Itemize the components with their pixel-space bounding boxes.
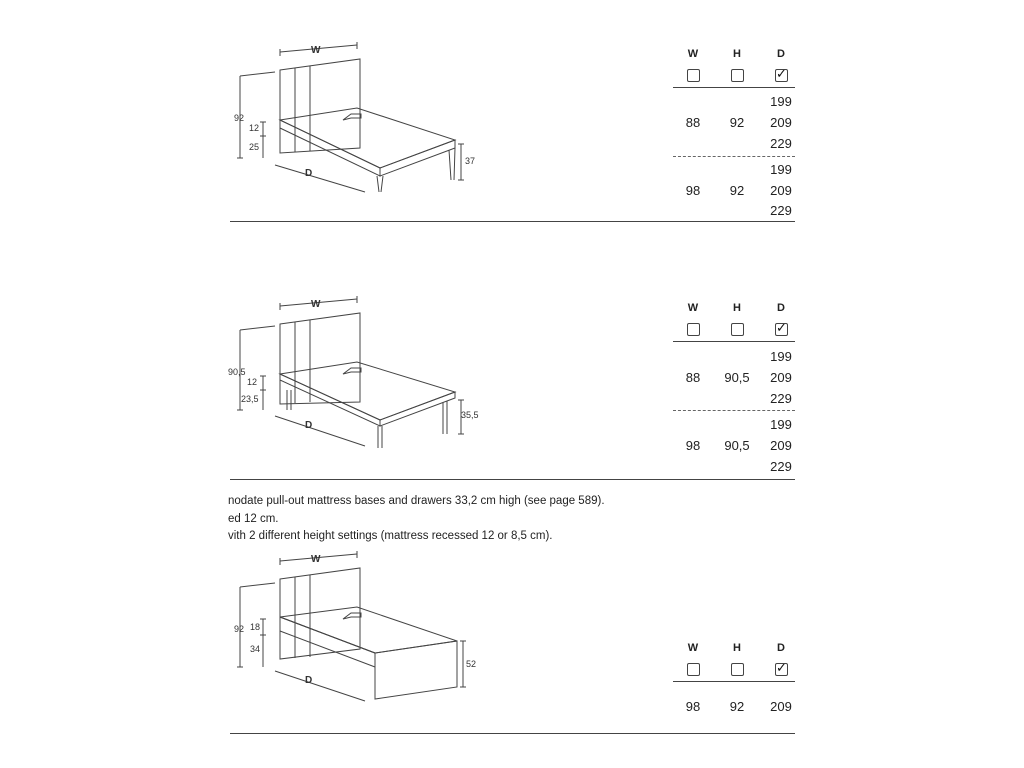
width-dim-label: W xyxy=(311,299,321,310)
leg-height-label: 35,5 xyxy=(461,410,479,420)
dim-b-label: 25 xyxy=(249,142,260,152)
value-d: 199 xyxy=(770,349,792,364)
col-header-w: W xyxy=(687,302,699,314)
bed-diagram-drawer-base xyxy=(225,549,485,719)
dimensions-table xyxy=(673,48,795,224)
dim-b-label: 23,5 xyxy=(241,394,259,404)
divider xyxy=(673,87,795,88)
dashed-divider xyxy=(673,156,795,157)
checkbox-h[interactable] xyxy=(731,663,744,676)
value-h: 92 xyxy=(729,183,745,198)
depth-dim-label: D xyxy=(305,420,313,431)
dashed-divider xyxy=(673,410,795,411)
dim-b-label: 34 xyxy=(250,644,261,654)
height-total-label: 92 xyxy=(234,624,245,634)
value-d: 209 xyxy=(770,699,792,714)
value-d: 229 xyxy=(770,203,792,218)
value-h: 90,5 xyxy=(724,438,750,453)
col-header-h: H xyxy=(733,48,741,60)
value-h: 92 xyxy=(729,699,745,714)
col-header-h: H xyxy=(733,642,741,654)
dim-a-label: 12 xyxy=(249,123,260,133)
value-d: 229 xyxy=(770,136,792,151)
depth-dim-label: D xyxy=(305,168,313,179)
value-d: 209 xyxy=(770,438,792,453)
value-d: 209 xyxy=(770,183,792,198)
divider xyxy=(673,341,795,342)
value-d: 209 xyxy=(770,115,792,130)
depth-dim-label: D xyxy=(305,675,313,686)
leg-height-label: 52 xyxy=(466,659,477,669)
height-total-label: 92 xyxy=(234,113,245,123)
dimensions-table xyxy=(673,302,795,478)
value-w: 98 xyxy=(685,699,701,714)
value-w: 98 xyxy=(685,438,701,453)
col-header-d: D xyxy=(777,642,785,654)
checkbox-w[interactable] xyxy=(687,69,700,82)
value-d: 209 xyxy=(770,370,792,385)
leg-height-label: 37 xyxy=(465,156,476,166)
divider xyxy=(673,681,795,682)
checkbox-w[interactable] xyxy=(687,663,700,676)
checkbox-d-checked[interactable] xyxy=(775,663,788,676)
section-divider xyxy=(230,479,795,480)
col-header-h: H xyxy=(733,302,741,314)
note-line: nodate pull-out mattress bases and drawers 33,2 cm high (see page 589). xyxy=(228,495,605,507)
dim-a-label: 12 xyxy=(247,377,258,387)
checkbox-d-checked[interactable] xyxy=(775,69,788,82)
col-header-d: D xyxy=(777,302,785,314)
value-d: 229 xyxy=(770,459,792,474)
value-h: 92 xyxy=(729,115,745,130)
value-w: 88 xyxy=(685,370,701,385)
note-line: vith 2 different height settings (mattress recessed 12 or 8,5 cm). xyxy=(228,530,553,542)
dim-a-label: 18 xyxy=(250,622,261,632)
height-total-label: 90,5 xyxy=(228,367,246,377)
value-d: 199 xyxy=(770,162,792,177)
checkbox-w[interactable] xyxy=(687,323,700,336)
value-d: 199 xyxy=(770,417,792,432)
width-dim-label: W xyxy=(311,45,321,56)
value-d: 229 xyxy=(770,391,792,406)
section-divider xyxy=(230,733,795,734)
col-header-w: W xyxy=(687,642,699,654)
col-header-d: D xyxy=(777,48,785,60)
bed-diagram-legs xyxy=(225,294,485,464)
checkbox-h[interactable] xyxy=(731,69,744,82)
note-line: ed 12 cm. xyxy=(228,513,279,525)
bed-diagram-legs xyxy=(225,40,485,210)
value-d: 199 xyxy=(770,94,792,109)
checkbox-d-checked[interactable] xyxy=(775,323,788,336)
value-w: 98 xyxy=(685,183,701,198)
col-header-w: W xyxy=(687,48,699,60)
dimensions-table xyxy=(673,642,795,722)
width-dim-label: W xyxy=(311,554,321,565)
value-h: 90,5 xyxy=(724,370,750,385)
section-divider xyxy=(230,221,795,222)
value-w: 88 xyxy=(685,115,701,130)
checkbox-h[interactable] xyxy=(731,323,744,336)
